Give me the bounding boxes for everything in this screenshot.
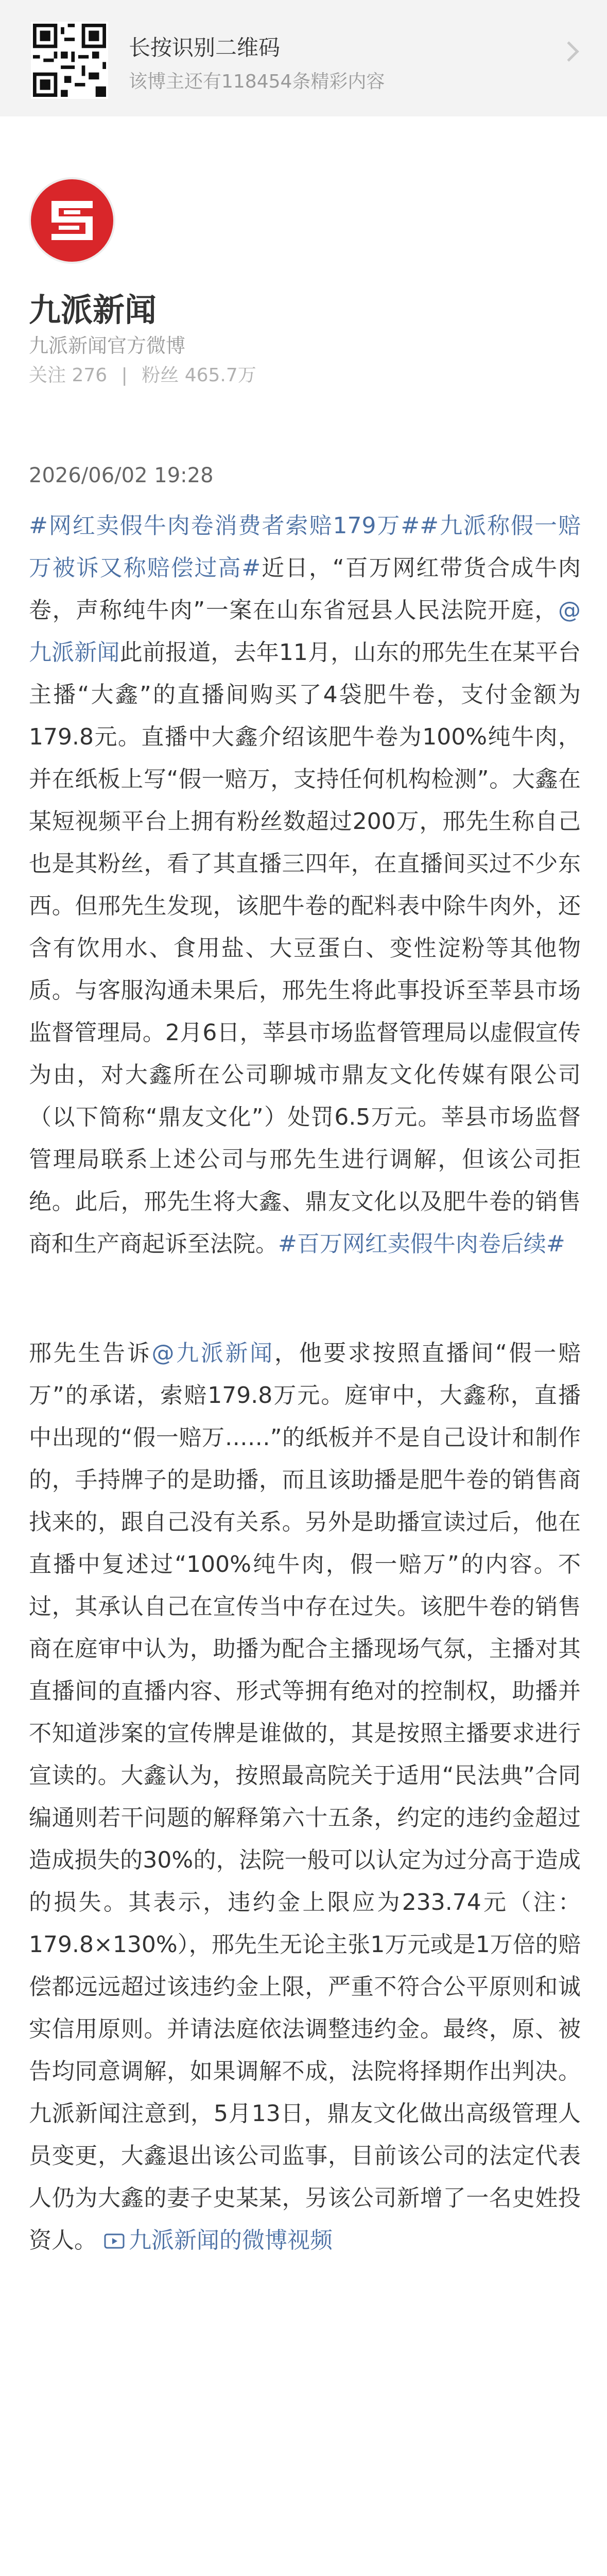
mention-link[interactable]: @九派新闻 (29, 597, 581, 666)
post-date: 2026/06/02 19:28 (29, 464, 214, 487)
paragraph-text: 近日，“百万网红带货合成牛肉卷，声称纯牛肉”一案在山东省冠县人民法院开庭， (29, 555, 581, 623)
author-stats (29, 361, 256, 387)
stats-divider: | (121, 365, 128, 386)
brand-logo-icon (43, 192, 101, 249)
author-avatar[interactable] (29, 177, 115, 264)
scan-banner-subtitle: 该博主还有118454条精彩内容 (129, 71, 385, 92)
follow-label: 关注 (29, 365, 66, 386)
paragraph-text: ，他要求按照直播间“假一赔万”的承诺，索赔179.8万元。庭审中，大鑫称，直播中出现的“假一赔万……”的纸板并不是自己设计和制作的，手持牌子的是助播，而且该助播是肥牛卷的销售商找来的，跟自己没有关系。另外是助播宣读过后，他在直播中复述过“100%纯牛肉，假一赔万”的内容。不过，其承认自己在宣传当中存在过失。该肥牛卷的销售商在庭审中认为，助播为配合主播现场气氛，主播对其直播间的直播内容、形式等拥有绝对的控制权，助播并不知道涉案的宣传牌是谁做的，其是按照主播要求进行宣读的。大鑫认为，按照最高院关于适用“民法典”合同编通则若干问题的解释第六十五条，约定的违约金超过造成损失的30%的，法院一般可以认定为过分高于造成的损失。其表示，违约金上限应为233.74元（注：179.8×130%），邢先生无论主张1万元或是1万倍的赔偿都远远超过该违约金上限，严重不符合公平原则和诚实信用原则。并请法庭依法调整违约金。最终，原、被告均同意调解，如果调解不成，法院将择期作出判决。九派新闻注意到，5月13日，鼎友文化做出高级管理人员变更，大鑫退出该公司监事，目前该公司的法定代表人仍为大鑫的妻子史某某，另该公司新增了一名史姓投资人。 (29, 1340, 581, 2253)
mention-link[interactable]: @九派新闻 (151, 1340, 274, 1366)
fans-label: 粉丝 (142, 365, 179, 386)
video-link-icon (104, 2232, 125, 2250)
hashtag-link[interactable]: #九派称假一赔万被诉又称赔偿过高# (29, 513, 581, 581)
follow-count: 276 (72, 365, 108, 386)
scan-banner[interactable] (0, 0, 607, 116)
post-paragraph-2 (29, 1332, 581, 2262)
hashtag-link[interactable]: #百万网红卖假牛肉卷后续# (278, 1231, 565, 1257)
paragraph-text: 此前报道，去年11月，山东的邢先生在某平台主播“大鑫”的直播间购买了4袋肥牛卷，支付金额为179.8元。直播中大鑫介绍该肥牛卷为100%纯牛肉，并在纸板上写“假一赔万，支持任何机构检测”。大鑫在某短视频平台上拥有粉丝数超过200万，邢先生称自己也是其粉丝，看了其直播三四年，在直播间买过不少东西。但邢先生发现，该肥牛卷的配料表中除牛肉外，还含有饮用水、食用盐、大豆蛋白、变性淀粉等其他物质。与客服沟通未果后，邢先生将此事投诉至莘县市场监督管理局。2月6日，莘县市场监督管理局以虚假宣传为由，对大鑫所在公司聊城市鼎友文化传媒有限公司（以下简称“鼎友文化”）处罚6.5万元。莘县市场监督管理局联系上述公司与邢先生进行调解，但该公司拒绝。此后，邢先生将大鑫、鼎友文化以及肥牛卷的销售商和生产商起诉至法院。 (29, 639, 581, 1257)
qr-code-small (31, 22, 108, 99)
chevron-right-icon[interactable] (559, 41, 579, 62)
author-name[interactable]: 九派新闻 (29, 291, 157, 329)
scan-banner-title: 长按识别二维码 (129, 35, 281, 60)
video-link[interactable] (104, 2227, 333, 2253)
post-paragraph-1 (29, 505, 581, 1265)
post-body (29, 505, 581, 2262)
paragraph-text: 邢先生告诉 (29, 1340, 152, 1366)
fans-count: 465.7万 (184, 365, 256, 386)
video-link-label: 九派新闻的微博视频 (129, 2227, 333, 2253)
author-description: 九派新闻官方微博 (29, 334, 186, 357)
hashtag-link[interactable]: #网红卖假牛肉卷消费者索赔179万# (29, 513, 420, 539)
